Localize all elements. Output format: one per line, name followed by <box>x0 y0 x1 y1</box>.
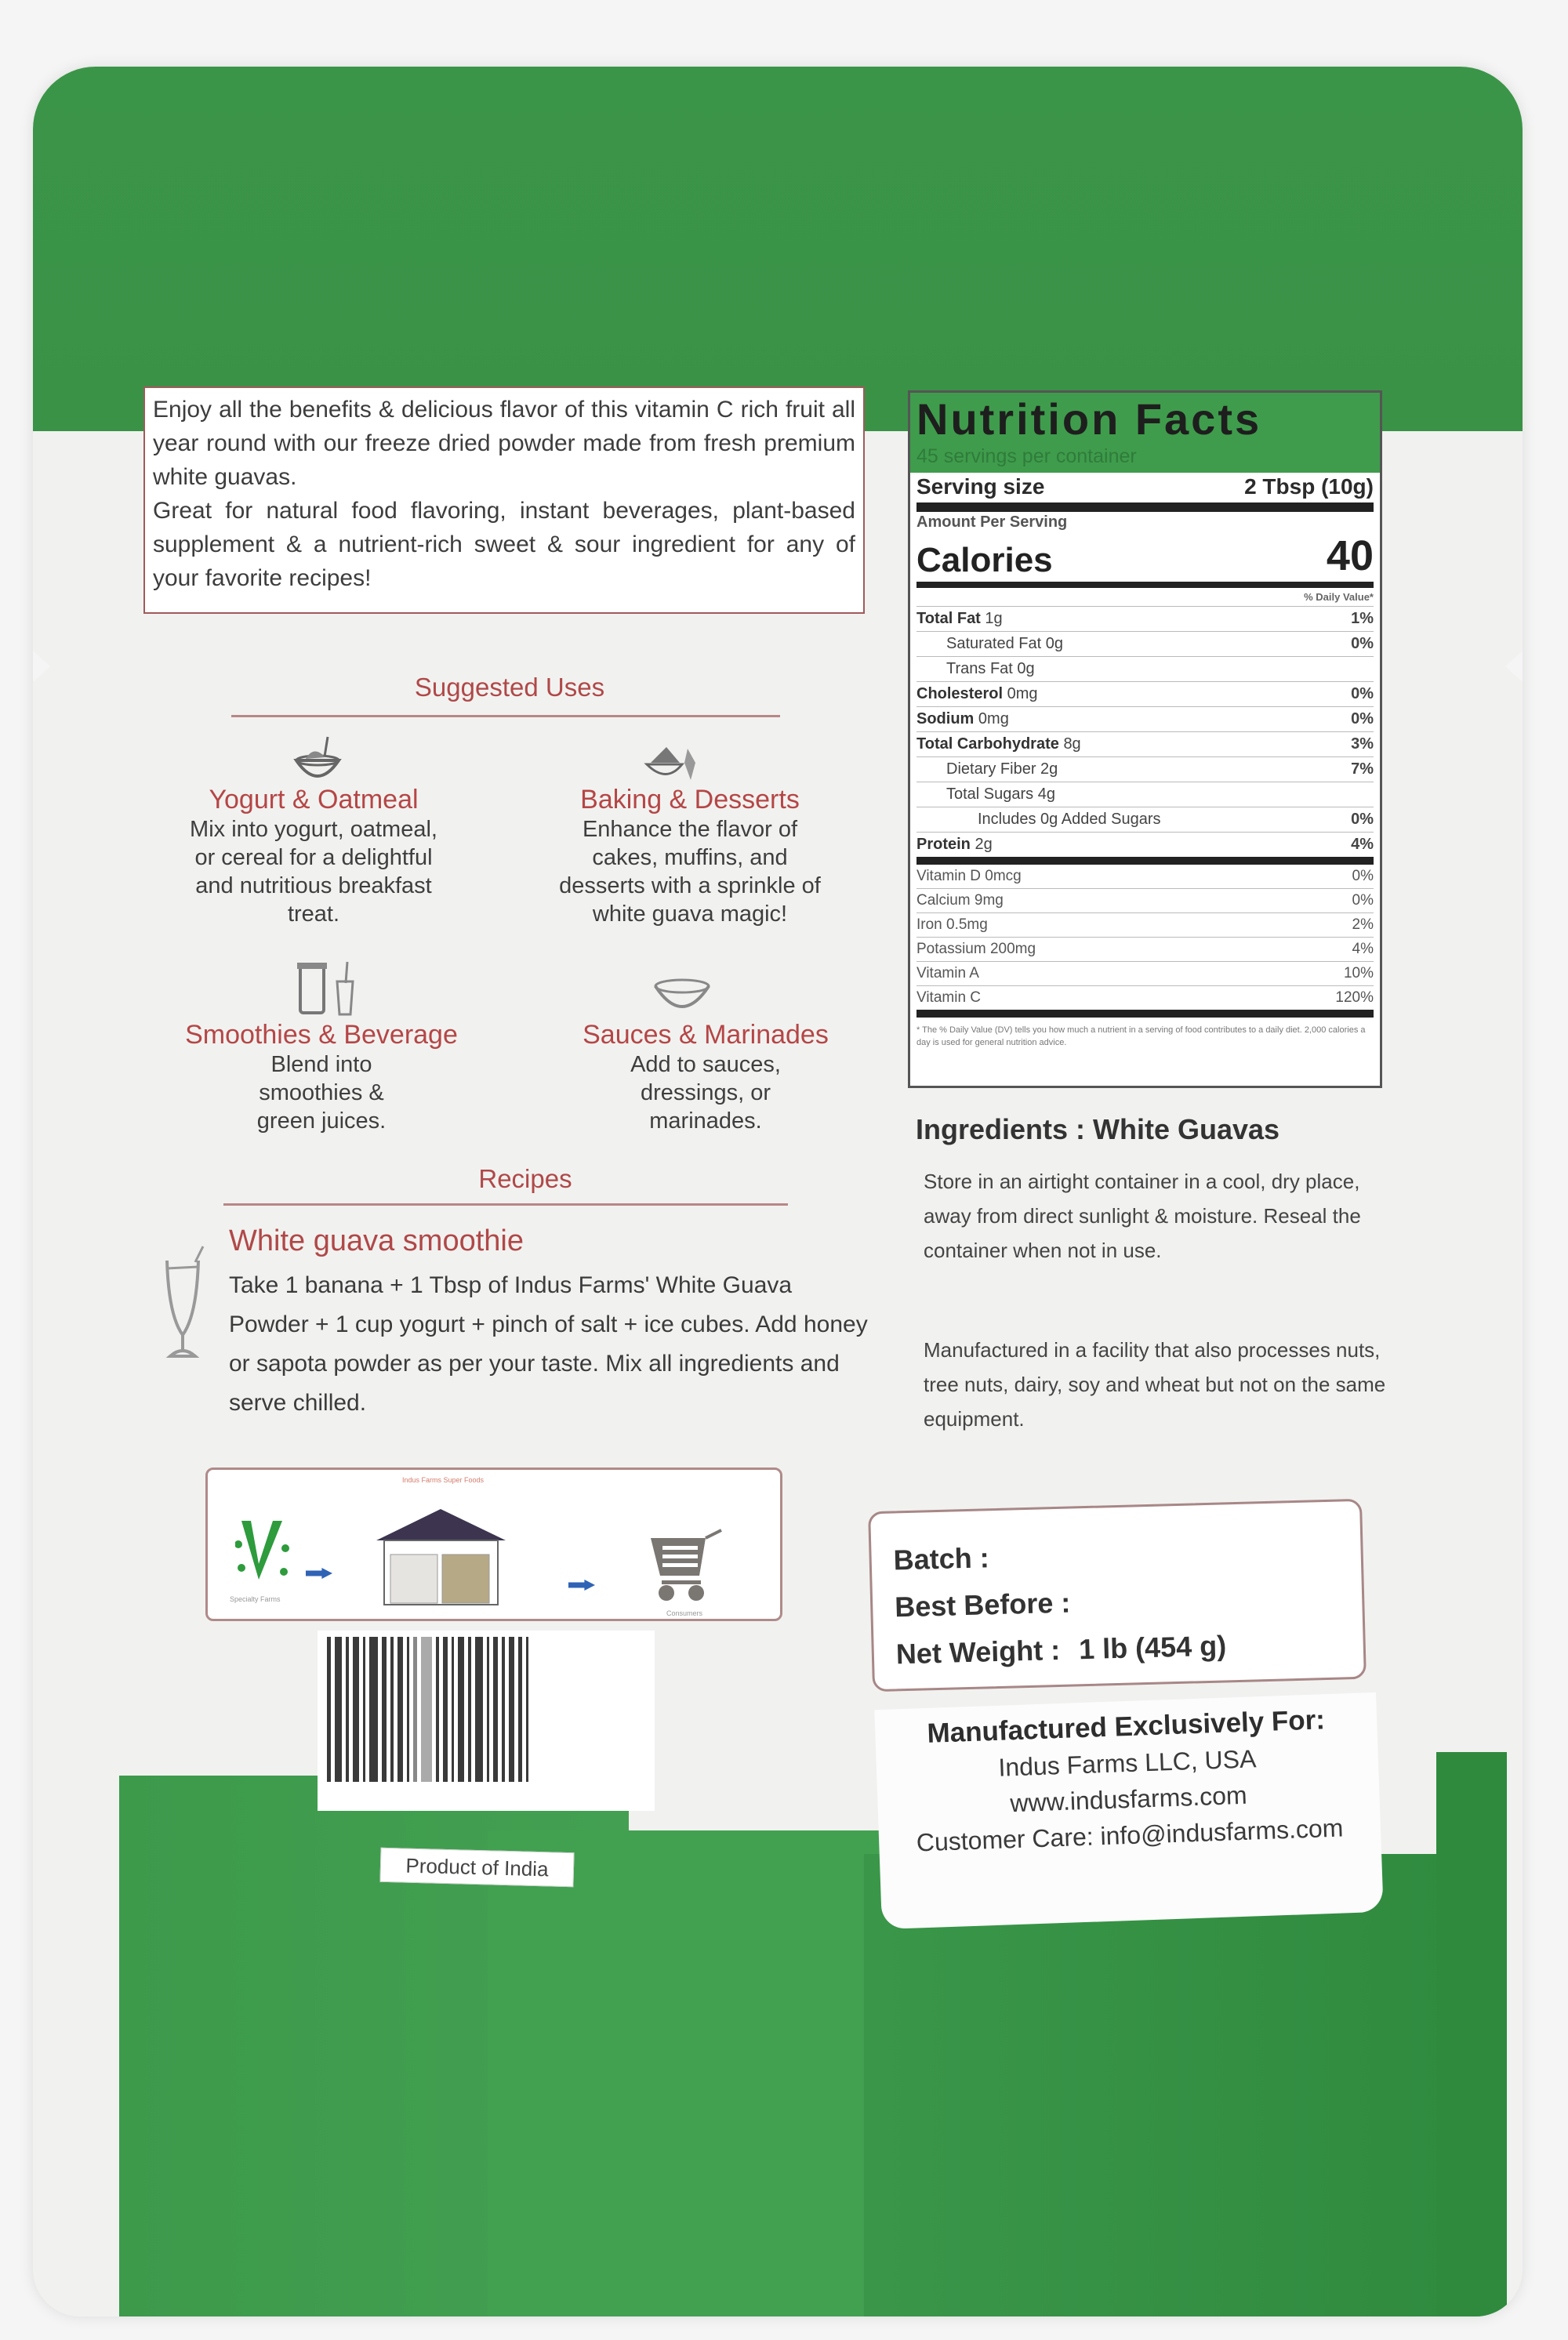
intro-description-box <box>143 386 865 614</box>
vitamin-label: Vitamin C <box>916 989 982 1006</box>
nutrient-amount: 2g <box>1040 760 1058 778</box>
vitamin-pct: 120% <box>1335 989 1374 1006</box>
supply-step-indus: Indus Farms Super Foods <box>401 1476 485 1484</box>
recipes-divider <box>223 1203 788 1206</box>
vitamin-pct: 0% <box>1352 892 1374 909</box>
nutrient-label: Saturated Fat <box>946 635 1042 652</box>
recipe-instructions: Take 1 banana + 1 Tbsp of Indus Farms' White Guava Powder + 1 cup yogurt + pinch of salt + ice cubes. Add honey or sapota powder as per your taste. Mix all ingredients and serve chilled. <box>229 1272 868 1416</box>
nutrient-pct: 4% <box>1351 836 1374 853</box>
vitamin-pct: 0% <box>1352 868 1374 884</box>
vitamin-pct: 4% <box>1352 941 1374 957</box>
nutrient-amount: 0g <box>1017 660 1035 677</box>
ingredients-line: Ingredients : White Guavas <box>916 1113 1280 1145</box>
nutrient-amount: 0g <box>1045 635 1063 652</box>
manufacturer-company: Indus Farms LLC, USA <box>997 1744 1257 1782</box>
nutrient-amount: 4g <box>1037 785 1055 803</box>
nutrient-row <box>916 607 1374 632</box>
suggested-uses-divider <box>231 715 780 717</box>
vitamin-label: Vitamin D 0mcg <box>916 868 1022 884</box>
nutrient-label: Includes 0g Added Sugars <box>978 811 1161 828</box>
barcode-bars <box>327 1637 645 1782</box>
supply-chain-diagram <box>205 1467 782 1621</box>
nutrient-amount: 2g <box>975 836 993 853</box>
nutrient-pct: 0% <box>1351 635 1374 652</box>
nutrient-label: Cholesterol <box>916 685 1004 702</box>
servings-per-container: 45 servings per container <box>916 445 1137 467</box>
calories-value: 40 <box>1326 532 1374 579</box>
vitamin-row <box>916 913 1374 938</box>
intro-text-2: Great for natural food flavoring, instant beverages, plant-based supplement & a nutrient-rich sweet & sour ingredient for any of your favorite recipes! <box>153 498 855 591</box>
use-title: Baking & Desserts <box>580 785 800 814</box>
intro-text-1: Enjoy all the benefits & delicious flavor of this vitamin C rich fruit all year round with our freeze dried powder made from fresh premium white guavas. <box>153 397 855 490</box>
nutrient-amount: 0mg <box>1007 685 1038 702</box>
vitamins-section <box>916 857 1374 1010</box>
vitamin-label: Calcium 9mg <box>916 892 1004 909</box>
nutrient-label: Sodium <box>916 710 975 727</box>
allergen-statement: Manufactured in a facility that also processes nuts, tree nuts, dairy, soy and wheat but not on the same equipment. <box>924 1338 1386 1431</box>
nutrient-label: Total Fat <box>916 610 981 627</box>
customer-care-email: Customer Care: info@indusfarms.com <box>916 1813 1344 1857</box>
dessert-icon <box>639 741 710 788</box>
manufacturer-heading: Manufactured Exclusively For: <box>926 1704 1326 1749</box>
calories-row <box>916 531 1374 588</box>
product-of-india-label: Product of India <box>379 1848 574 1887</box>
shopping-cart-icon <box>651 1529 725 1607</box>
nutrient-row <box>916 707 1374 732</box>
use-card-smoothies <box>157 1019 486 1135</box>
use-card-baking <box>533 784 847 928</box>
vitamin-label: Potassium 200mg <box>916 941 1036 957</box>
serving-size-label: Serving size <box>916 474 1045 499</box>
nutrient-label: Total Sugars <box>946 785 1034 803</box>
use-desc: Add to sauces, dressings, or marinades. <box>630 1052 781 1134</box>
tear-notch-left <box>33 651 50 682</box>
nutrition-facts-panel <box>908 390 1382 1088</box>
batch-info-box <box>868 1499 1367 1692</box>
bottom-green-panel-mid <box>488 1830 919 2316</box>
manufacturer-info <box>874 1692 1383 1929</box>
vitamin-row <box>916 889 1374 913</box>
tear-notch-right <box>1505 651 1523 682</box>
daily-value-footnote: * The % Daily Value (DV) tells you how much a nutrient in a serving of food contributes to a daily diet. 2,000 calories a day is used for general nutrition advice. <box>916 1010 1374 1055</box>
amount-per-serving: Amount Per Serving <box>916 513 1068 531</box>
storage-instructions: Store in an airtight container in a cool, dry place, away from direct sunlight & moisture. Reseal the container when not in use. <box>924 1170 1361 1262</box>
nutrient-amount: 8g <box>1063 735 1081 753</box>
nutrient-row <box>916 732 1374 757</box>
batch-label: Batch : <box>893 1541 990 1576</box>
warehouse-icon <box>376 1509 506 1607</box>
nutrient-pct: 1% <box>1351 610 1374 627</box>
bowl-icon <box>290 729 345 792</box>
best-before-label: Best Before : <box>894 1586 1071 1623</box>
bottom-green-strip <box>1436 1752 1507 2316</box>
serving-size-value: 2 Tbsp (10g) <box>1244 474 1374 499</box>
calories-label: Calories <box>916 541 1053 579</box>
nutrient-label: Total Carbohydrate <box>916 735 1059 753</box>
vitamin-label: Iron 0.5mg <box>916 916 988 933</box>
nutrient-row <box>916 757 1374 782</box>
vitamin-row <box>916 986 1374 1010</box>
smoothie-glass-icon <box>161 1245 208 1362</box>
daily-value-header: % Daily Value* <box>916 588 1374 607</box>
use-desc: Enhance the flavor of cakes, muffins, and desserts with a sprinkle of white guava magic! <box>559 817 821 927</box>
nutrient-label: Protein <box>916 836 971 853</box>
nutrient-row <box>916 807 1374 833</box>
nutrient-pct: 0% <box>1351 710 1374 727</box>
nutrient-row <box>916 833 1374 857</box>
recipes-title: Recipes <box>478 1164 572 1193</box>
nutrition-title: Nutrition Facts <box>916 394 1262 444</box>
nutrient-label: Trans Fat <box>946 660 1013 677</box>
recipe-title: White guava smoothie <box>229 1224 524 1257</box>
sauce-bowl-icon <box>651 972 713 1019</box>
nutrient-pct: 3% <box>1351 735 1374 753</box>
arrow-right-icon <box>568 1580 595 1591</box>
use-title: Smoothies & Beverage <box>185 1020 458 1050</box>
blender-icon <box>294 958 365 1021</box>
use-card-sauces <box>541 1019 870 1135</box>
vitamin-row <box>916 865 1374 889</box>
use-card-yogurt <box>165 784 463 928</box>
arrow-right-icon <box>306 1568 332 1579</box>
vitamin-label: Vitamin A <box>916 965 979 981</box>
vitamin-row <box>916 938 1374 962</box>
nutrient-row <box>916 657 1374 682</box>
nutrient-row <box>916 782 1374 807</box>
use-desc: Mix into yogurt, oatmeal, or cereal for a delightful and nutritious breakfast treat. <box>190 817 437 927</box>
use-title: Yogurt & Oatmeal <box>209 785 419 814</box>
nutrient-pct: 0% <box>1351 811 1374 828</box>
manufacturer-website: www.indusfarms.com <box>1009 1780 1248 1818</box>
nutrition-header <box>910 393 1380 473</box>
suggested-uses-title: Suggested Uses <box>414 673 605 702</box>
farm-leaf-icon <box>235 1513 290 1587</box>
nutrient-pct: 0% <box>1351 685 1374 702</box>
nutrient-amount: 0mg <box>978 710 1009 727</box>
vitamin-row <box>916 962 1374 986</box>
nutrient-label: Dietary Fiber <box>946 760 1036 778</box>
nutrient-amount: 1g <box>985 610 1003 627</box>
vitamin-pct: 2% <box>1352 916 1374 933</box>
use-desc: Blend into smoothies & green juices. <box>256 1052 387 1134</box>
use-title: Sauces & Marinades <box>583 1020 829 1050</box>
supply-step-farms: Specialty Farms <box>230 1595 281 1603</box>
net-weight-value: 1 lb (454 g) <box>1078 1629 1227 1666</box>
vitamin-pct: 10% <box>1343 965 1374 981</box>
nutrient-pct: 7% <box>1351 760 1374 778</box>
serving-size-row <box>916 473 1374 512</box>
supply-step-consumers: Consumers <box>666 1609 703 1617</box>
net-weight-label: Net Weight : <box>895 1633 1061 1671</box>
nutrient-row <box>916 632 1374 657</box>
top-green-panel <box>33 67 1523 431</box>
nutrient-row <box>916 682 1374 707</box>
barcode <box>318 1631 655 1811</box>
